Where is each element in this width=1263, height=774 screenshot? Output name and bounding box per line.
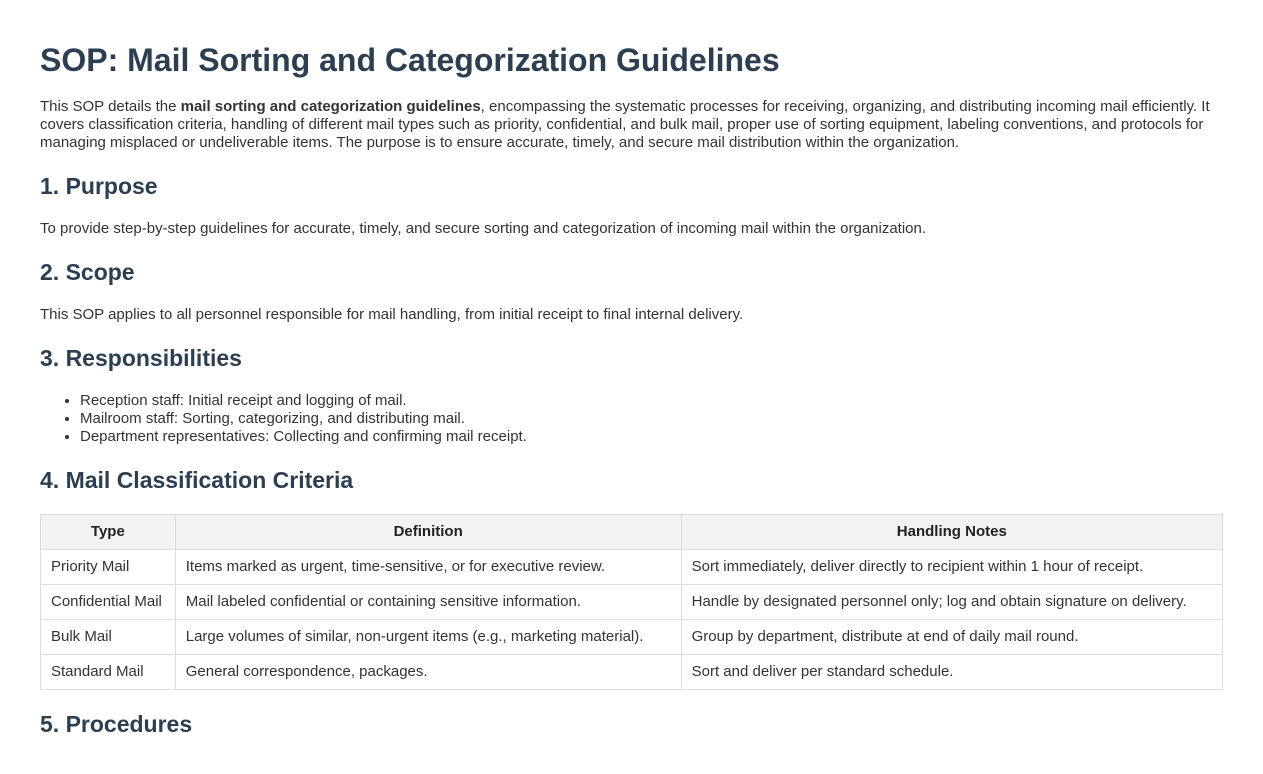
list-item: • Reception staff: Initial receipt and logging of mail. xyxy=(80,392,1223,410)
cell-handling-notes: Handle by designated personnel only; log and obtain signature on delivery. xyxy=(681,585,1222,620)
cell-handling-notes: Group by department, distribute at end of daily mail round. xyxy=(681,620,1222,655)
scope-paragraph: This SOP applies to all personnel responsible for mail handling, from initial receipt to final internal delivery. xyxy=(40,306,744,323)
table-row xyxy=(41,585,1223,620)
cell-handling-notes: Sort immediately, deliver directly to recipient within 1 hour of receipt. xyxy=(681,550,1222,585)
cell-type: Standard Mail xyxy=(41,655,176,690)
mail-classification-table xyxy=(40,514,1223,690)
section-heading-procedures: 5. Procedures xyxy=(40,711,193,737)
cell-definition: General correspondence, packages. xyxy=(175,655,681,690)
intro-bold-phrase: mail sorting and categorization guidelines xyxy=(180,98,481,115)
responsibilities-list xyxy=(40,392,1223,446)
list-item: • Mailroom staff: Sorting, categorizing, and distributing mail. xyxy=(80,410,1223,428)
cell-type: Priority Mail xyxy=(41,550,176,585)
section-heading-purpose: 1. Purpose xyxy=(40,173,158,199)
section-heading-responsibilities: 3. Responsibilities xyxy=(40,345,242,371)
intro-text-prefix: This SOP details the xyxy=(40,98,181,115)
section-heading-scope: 2. Scope xyxy=(40,259,135,285)
cell-type: Bulk Mail xyxy=(41,620,176,655)
cell-definition: Mail labeled confidential or containing sensitive information. xyxy=(175,585,681,620)
page-title: SOP: Mail Sorting and Categorization Guidelines xyxy=(40,42,780,78)
cell-definition: Items marked as urgent, time-sensitive, or for executive review. xyxy=(175,550,681,585)
table-row xyxy=(41,620,1223,655)
cell-type: Confidential Mail xyxy=(41,585,176,620)
section-heading-classification: 4. Mail Classification Criteria xyxy=(40,467,354,493)
column-header-type: Type xyxy=(41,515,176,550)
list-item: • Department representatives: Collecting and confirming mail receipt. xyxy=(80,428,1223,446)
purpose-paragraph: To provide step-by-step guidelines for accurate, timely, and secure sorting and categorization of incoming mail within the organization. xyxy=(40,220,927,237)
table-row xyxy=(41,655,1223,690)
cell-definition: Large volumes of similar, non-urgent items (e.g., marketing material). xyxy=(175,620,681,655)
table-header-row xyxy=(41,515,1223,550)
column-header-handling-notes: Handling Notes xyxy=(681,515,1222,550)
intro-paragraph xyxy=(40,98,1223,152)
intro-text-suffix: , encompassing the systematic processes for receiving, organizing, and distributing incoming mail efficiently. It covers classification criteria, handling of different mail types such as priority, confidential, and bulk mail, proper use of sorting equipment, labeling conventions, and protocols for managing misplaced or undeliverable items. The purpose is to ensure accurate, timely, and secure mail distribution within the organization. xyxy=(40,98,1210,151)
cell-handling-notes: Sort and deliver per standard schedule. xyxy=(681,655,1222,690)
column-header-definition: Definition xyxy=(175,515,681,550)
table-row xyxy=(41,550,1223,585)
